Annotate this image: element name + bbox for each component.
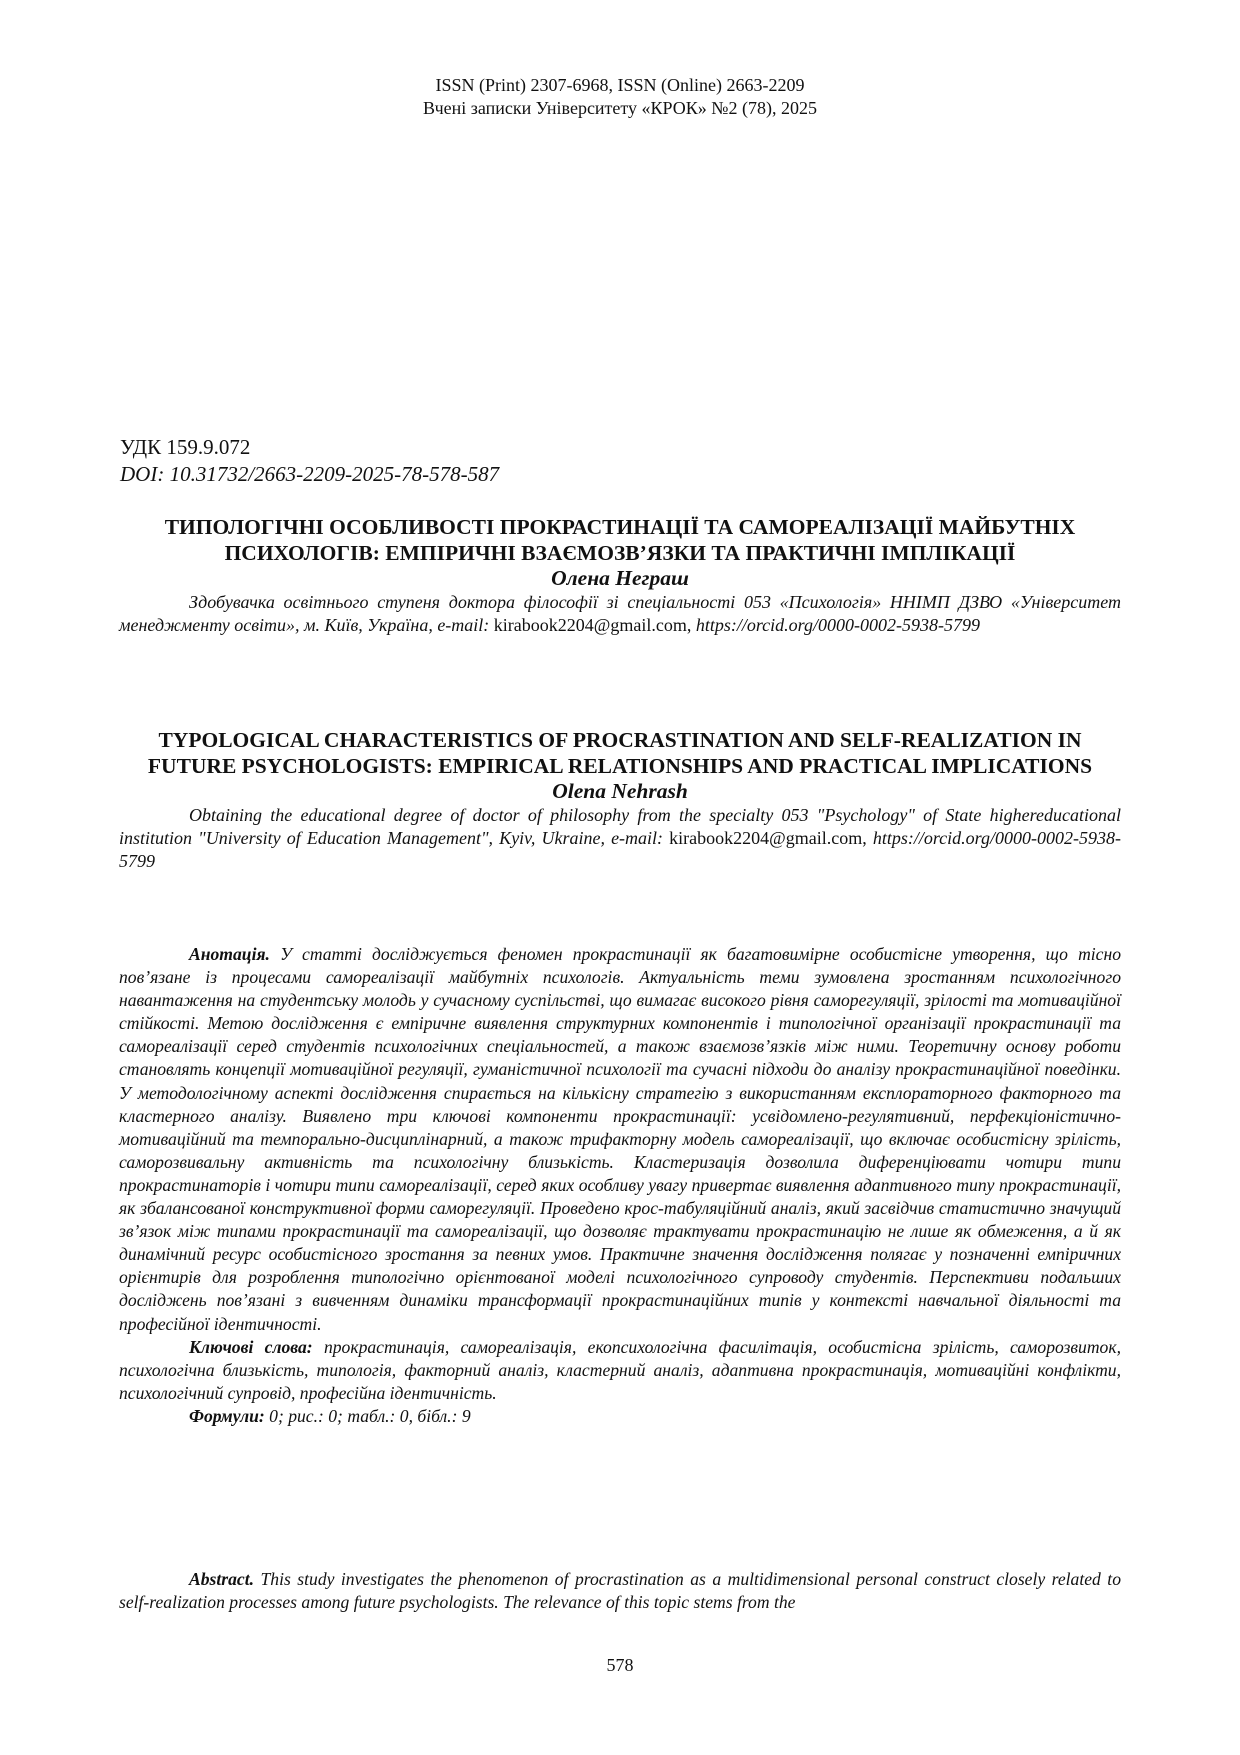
formulas-paragraph (119, 1405, 1121, 1428)
formulas-text: 0; рис.: 0; табл.: 0, бібл.: 9 (264, 1405, 471, 1426)
annotation-paragraph (119, 943, 1121, 1336)
ua-title: ТИПОЛОГІЧНІ ОСОБЛИВОСТІ ПРОКРАСТИНАЦІЇ ТА САМОРЕАЛІЗАЦІЇ МАЙБУТНІХ ПСИХОЛОГІВ: ЕМПІРИЧНІ ВЗАЄМОЗВ’ЯЗКИ ТА ПРАКТИЧНІ ІМПЛІКАЦІЇ (164, 515, 1076, 565)
en-title-block (119, 727, 1121, 873)
ua-author: Олена Неграш (551, 566, 689, 590)
annotation-section (119, 943, 1121, 1428)
journal-line: Вчені записки Університету «КРОК» №2 (78), 2025 (423, 98, 817, 118)
ua-email: kirabook2204@gmail.com, (489, 615, 692, 635)
en-affiliation-text: Obtaining the educational degree of doctor of philosophy from the specialty 053 "Psychology" of State highereducational institution "University of Education Management", Kyiv, Ukraine, e-mail: (119, 805, 1121, 848)
abstract-label: Abstract. (189, 1569, 255, 1589)
en-title: TYPOLOGICAL CHARACTERISTICS OF PROCRASTINATION AND SELF-REALIZATION IN FUTURE PSYCHOLOGISTS: EMPIRICAL RELATIONSHIPS AND PRACTICAL IMPLICATIONS (147, 728, 1093, 778)
keywords-paragraph (119, 1336, 1121, 1405)
udc-code: УДК 159.9.072 (120, 435, 251, 459)
annotation-label: Анотація. (189, 944, 270, 964)
keywords-text: прокрастинація, самореалізація, екопсихологічна фасилітація, особистісна зрілість, саморозвиток, психологічна близькість, типологія, факторний аналіз, кластерний аналіз, адаптивна прокрастинація, мотиваційні конфлікти, психологічний супровід, професійна ідентичність. (119, 1336, 1121, 1403)
ua-orcid: https://orcid.org/0000-0002-5938-5799 (691, 615, 980, 635)
abstract-paragraph (119, 1568, 1121, 1614)
annotation-text: У статті досліджується феномен прокрастинації як багатовимірне особистісне утворення, що тісно пов’язане із процесами самореалізації майбутніх психологів. Актуальність теми зумовлена зростанням психологічного навантаження на студентську молодь у сучасному суспільстві, що вимагає високого рівня саморегуляції, зрілості та мотиваційної стійкості. Метою дослідження є емпіричне виявлення структурних компонентів і типологічної організації прокрастинації та самореалізації серед студентів психологічних спеціальностей, а також взаємозв’язків між ними. Теоретичну основу роботи становлять концепції мотиваційної регуляції, гуманістичної психології та сучасні підходи до аналізу прокрастинаційної поведінки. У методологічному аспекті дослідження спирається на кількісну стратегію з використанням експлораторного факторного та кластерного аналізу. Виявлено три ключові компоненти прокрастинації: усвідомлено-регулятивний, перфекціоністично-мотиваційний та темпорально-дисциплінарний, а також трифакторну модель самореалізації, що включає особистісну зрілість, саморозвивальну активність та психологічну близькість. Кластеризація дозволила диференціювати чотири типи прокрастинаторів і чотири типи самореалізації, серед яких особливу увагу привертає виявлення адаптивного типу прокрастинації, як збалансованої конструктивної форми саморегуляції. Проведено крос-табуляційний аналіз, який засвідчив статистично значущий зв’язок між типами прокрастинації та самореалізації, що дозволяє трактувати прокрастинацію не лише як обмеження, а й як динамічний ресурс особистісного зростання за певних умов. Практичне значення дослідження полягає у позначенні емпіричних орієнтирів для розроблення типологічно орієнтованої моделі психологічного супроводу студентів. Перспективи подальших досліджень пов’язані з вивченням динаміки трансформації прокрастинаційних типів у контексті навчальної діяльності та професійної ідентичності. (119, 944, 1121, 1334)
en-email: kirabook2204@gmail.com, (663, 828, 867, 848)
en-affiliation (119, 804, 1121, 873)
journal-header (0, 74, 1240, 120)
abstract-text: This study investigates the phenomenon of procrastination as a multidimensional personal construct closely related to self-realization processes among future psychologists. The relevance of this topic stems from the (119, 1569, 1121, 1613)
formulas-label: Формули: (189, 1405, 265, 1426)
ua-affiliation (119, 591, 1121, 637)
doi-line: DOI: 10.31732/2663-2209-2025-78-578-587 (120, 462, 500, 486)
abstract-section (119, 1568, 1121, 1614)
keywords-label: Ключові слова: (189, 1336, 313, 1357)
issn-line: ISSN (Print) 2307-6968, ISSN (Online) 2663-2209 (435, 75, 805, 95)
ua-title-block (119, 514, 1121, 637)
ua-affiliation-text: Здобувачка освітнього ступеня доктора філософії зі спеціальності 053 «Психологія» ННІМП ДЗВО «Університет менеджменту освіти», м. Київ, Україна, e-mail: (119, 592, 1121, 635)
article-meta (120, 434, 499, 488)
page-number: 578 (606, 1655, 634, 1675)
en-orcid: https://orcid.org/0000-0002-5938-5799 (119, 828, 1121, 871)
en-author: Olena Nehrash (552, 779, 688, 803)
